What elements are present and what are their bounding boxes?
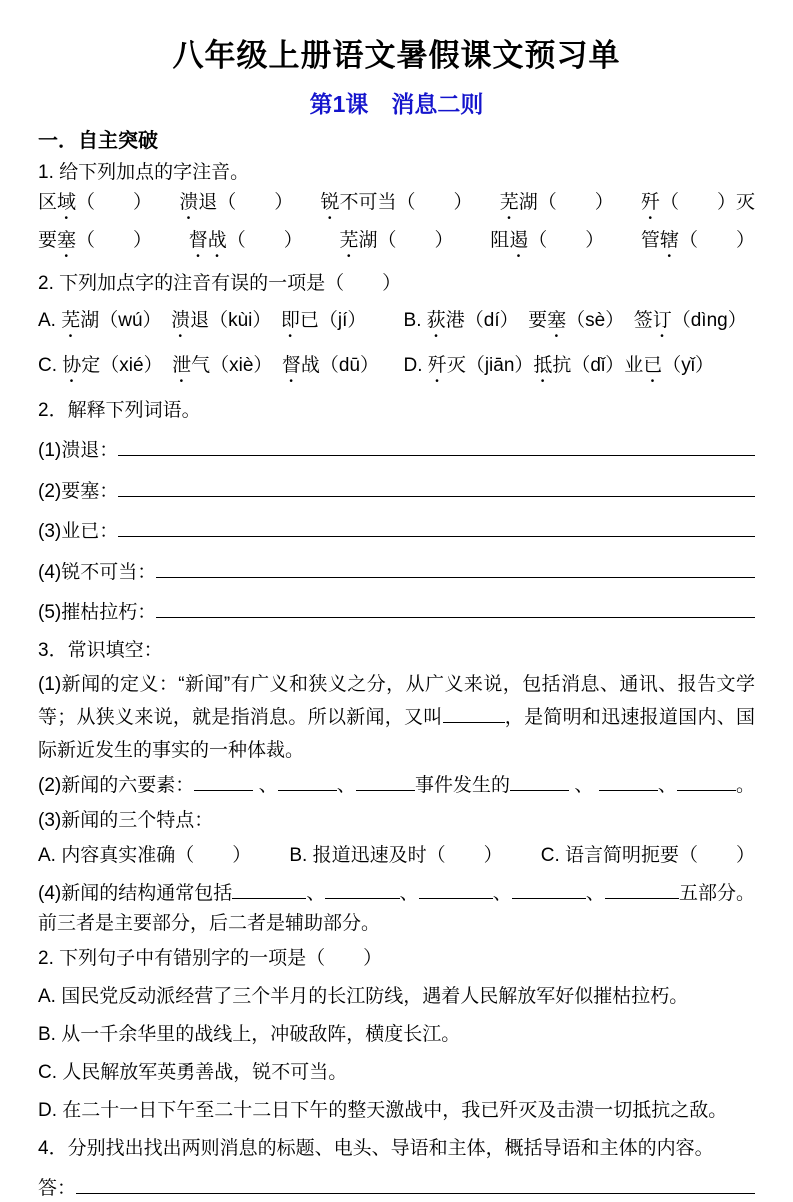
text-segment: 湖（ ） (358, 230, 454, 251)
fill-in-blank (76, 1174, 755, 1194)
text-segment: (3)业已： (38, 521, 119, 543)
pinyin-item (641, 228, 755, 262)
pinyin-item (339, 228, 453, 262)
text-segment: 、 (585, 882, 605, 904)
option-d (404, 353, 755, 387)
text-segment: 芜 (61, 310, 81, 331)
news-definition-paragraph (38, 668, 755, 767)
text-segment: 、 (399, 882, 419, 904)
q1-prompt: 1. 给下列加点的字注音。 (38, 162, 250, 183)
pinyin-row-1 (38, 190, 755, 224)
feature-c: C. 语言简明扼要（ ） (540, 845, 755, 867)
fill-in-blank (156, 557, 755, 577)
text-segment: （ ） (76, 230, 153, 251)
text-segment: 已 (643, 355, 663, 376)
q6-prompt: 4．分别找出找出两则消息的标题、电头、导语和主体，概括导语和主体的内容。 (38, 1137, 714, 1159)
text-segment: (1)新闻的定义：“新闻”有广义和狭义之分，从广义来说，包括消息、通讯、报告文学等；从狭义来说，就是指消息。所以新闻，又叫 (38, 673, 755, 728)
text-segment: （dìng） (671, 310, 747, 331)
text-segment: ，是简明和迅速报道国内、国际新近发生的事实的一种体裁。 (38, 706, 755, 761)
structure-line (38, 878, 755, 906)
text-segment: D. (403, 355, 428, 376)
text-segment: 遏 (509, 230, 529, 251)
text-segment: 督 (188, 230, 208, 251)
fill-in-blank (443, 703, 505, 723)
text-segment: 辖 (659, 230, 679, 251)
text-segment: 、 (336, 775, 356, 797)
text-segment: (2)新闻的六要素： (38, 775, 195, 797)
q3-prompt: 2．解释下列词语。 (38, 400, 201, 421)
structure-note: 前三者是主要部分，后二者是辅助部分。 (38, 912, 381, 934)
text-segment: A. (38, 310, 62, 331)
fill-in-blank (232, 878, 306, 898)
text-segment: 。 (735, 775, 755, 797)
text-segment: （ ） (226, 230, 303, 251)
text-segment: 抵 (533, 355, 553, 376)
definition-item (38, 557, 755, 585)
text-segment: （ ） (528, 230, 605, 251)
text-segment: 已（jí） (299, 310, 367, 331)
fill-in-blank (278, 771, 337, 791)
text-segment: 气（xiè） (191, 355, 282, 376)
text-segment: 战 (207, 230, 227, 251)
fill-in-blank (605, 878, 679, 898)
q4-prompt: 3．常识填空： (38, 639, 163, 661)
text-segment: 管 (640, 230, 660, 251)
text-segment: C. (38, 355, 63, 376)
text-segment: 订 (652, 310, 672, 331)
definition-item (38, 436, 755, 464)
text-segment: （ ） (76, 192, 153, 213)
text-segment: 塞 (57, 230, 77, 251)
q5-prompt: 2. 下列句子中有错别字的一项是（ ） (38, 947, 383, 969)
section-heading: 一．自主突破 (38, 130, 158, 152)
text-segment: 战（dū） (300, 355, 380, 376)
fill-in-blank (599, 771, 658, 791)
fill-in-blank (194, 771, 253, 791)
pinyin-item (38, 228, 152, 262)
text-segment: 灭（jiān） (446, 355, 534, 376)
fill-in-blank (118, 436, 755, 456)
fill-in-blank (419, 878, 493, 898)
answer-line (38, 1174, 755, 1202)
text-segment: 、 (253, 775, 278, 797)
text-segment: 湖（wú） (80, 310, 172, 331)
feature-a: A. 内容真实准确（ ） (38, 845, 252, 867)
text-segment: 溃 (179, 192, 199, 213)
q5-option-b: B. 从一千余华里的战线上，冲破敌阵，横度长江。 (38, 1023, 461, 1045)
option-c (38, 353, 404, 387)
text-segment: 荻 (426, 310, 446, 331)
six-elements-line (38, 771, 755, 799)
text-segment: （ ） (678, 230, 755, 251)
text-segment: (1)溃退： (38, 440, 119, 462)
text-segment: （sè） 签 (566, 310, 653, 331)
definition-item (38, 476, 755, 504)
text-segment: 歼 (640, 192, 660, 213)
text-segment: （ ）灭 (659, 192, 755, 213)
definition-item (38, 598, 755, 626)
text-segment: 溃 (171, 310, 191, 331)
pinyin-row-2 (38, 228, 755, 262)
option-a (38, 308, 404, 342)
text-segment: 退（kùi） (190, 310, 281, 331)
q5-option-d: D. 在二十一日下午至二十二日下午的整天激战中，我已歼灭及击溃一切抵抗之敌。 (38, 1099, 728, 1121)
text-segment: 歼 (427, 355, 447, 376)
text-segment: 、 (657, 775, 677, 797)
q2-prompt: 2. 下列加点字的注音有误的一项是（ ） (38, 273, 402, 294)
text-segment: 抗（dǐ）业 (552, 355, 644, 376)
text-segment: 区 (38, 192, 58, 213)
text-segment: 要 (38, 230, 58, 251)
text-segment: 锐 (320, 192, 340, 213)
text-segment: 塞 (547, 310, 567, 331)
text-segment: 港（dí） 要 (445, 310, 548, 331)
fill-in-blank (118, 476, 755, 496)
three-features-label: (3)新闻的三个特点： (38, 810, 214, 832)
text-segment: （yǐ） (662, 355, 714, 376)
definition-item (38, 517, 755, 545)
text-segment: 、 (306, 882, 326, 904)
feature-b: B. 报道迅速及时（ ） (289, 845, 503, 867)
q5-option-a: A. 国民党反动派经营了三个半月的长江防线，遇着人民解放军好似摧枯拉朽。 (38, 985, 689, 1007)
pinyin-item (38, 190, 152, 224)
pinyin-item (500, 190, 614, 224)
fill-in-blank (156, 598, 755, 618)
fill-in-blank (510, 771, 569, 791)
text-segment: 五部分。 (679, 882, 756, 904)
text-segment: 、 (569, 775, 599, 797)
text-segment: B. (403, 310, 427, 331)
fill-in-blank (356, 771, 415, 791)
text-segment: 不可当（ ） (339, 192, 473, 213)
lesson-title: 第1课 消息二则 (309, 91, 484, 117)
text-segment: 阻 (490, 230, 510, 251)
text-segment: 答： (38, 1178, 77, 1199)
fill-in-blank (677, 771, 736, 791)
fill-in-blank (118, 517, 755, 537)
text-segment: (2)要塞： (38, 480, 119, 502)
text-segment: (4)锐不可当： (38, 561, 157, 583)
text-segment: 芜 (339, 230, 359, 251)
pinyin-item (490, 228, 604, 262)
fill-in-blank (512, 878, 586, 898)
pinyin-item (179, 190, 293, 224)
pinyin-item (189, 228, 303, 262)
q2-options-row-2 (38, 353, 755, 387)
text-segment: 、 (492, 882, 512, 904)
text-segment: 事件发生的 (414, 775, 510, 797)
text-segment: 湖（ ） (518, 192, 614, 213)
text-segment: (5)摧枯拉朽： (38, 601, 157, 623)
q2-options-row-1 (38, 308, 755, 342)
text-segment: 督 (281, 355, 301, 376)
text-segment: 协 (62, 355, 82, 376)
pinyin-item (641, 190, 755, 224)
worksheet-title: 八年级上册语文暑假课文预习单 (172, 38, 621, 73)
text-segment: (4)新闻的结构通常包括 (38, 882, 233, 904)
q5-option-c: C. 人民解放军英勇善战，锐不可当。 (38, 1061, 348, 1083)
text-segment: 退（ ） (198, 192, 294, 213)
pinyin-item (320, 190, 472, 224)
text-segment: 域 (57, 192, 77, 213)
text-segment: 泄 (172, 355, 192, 376)
option-b (404, 308, 755, 342)
text-segment: 即 (280, 310, 300, 331)
fill-in-blank (325, 878, 399, 898)
text-segment: 定（xié） (81, 355, 173, 376)
text-segment: 芜 (499, 192, 519, 213)
three-features-row (38, 843, 755, 869)
